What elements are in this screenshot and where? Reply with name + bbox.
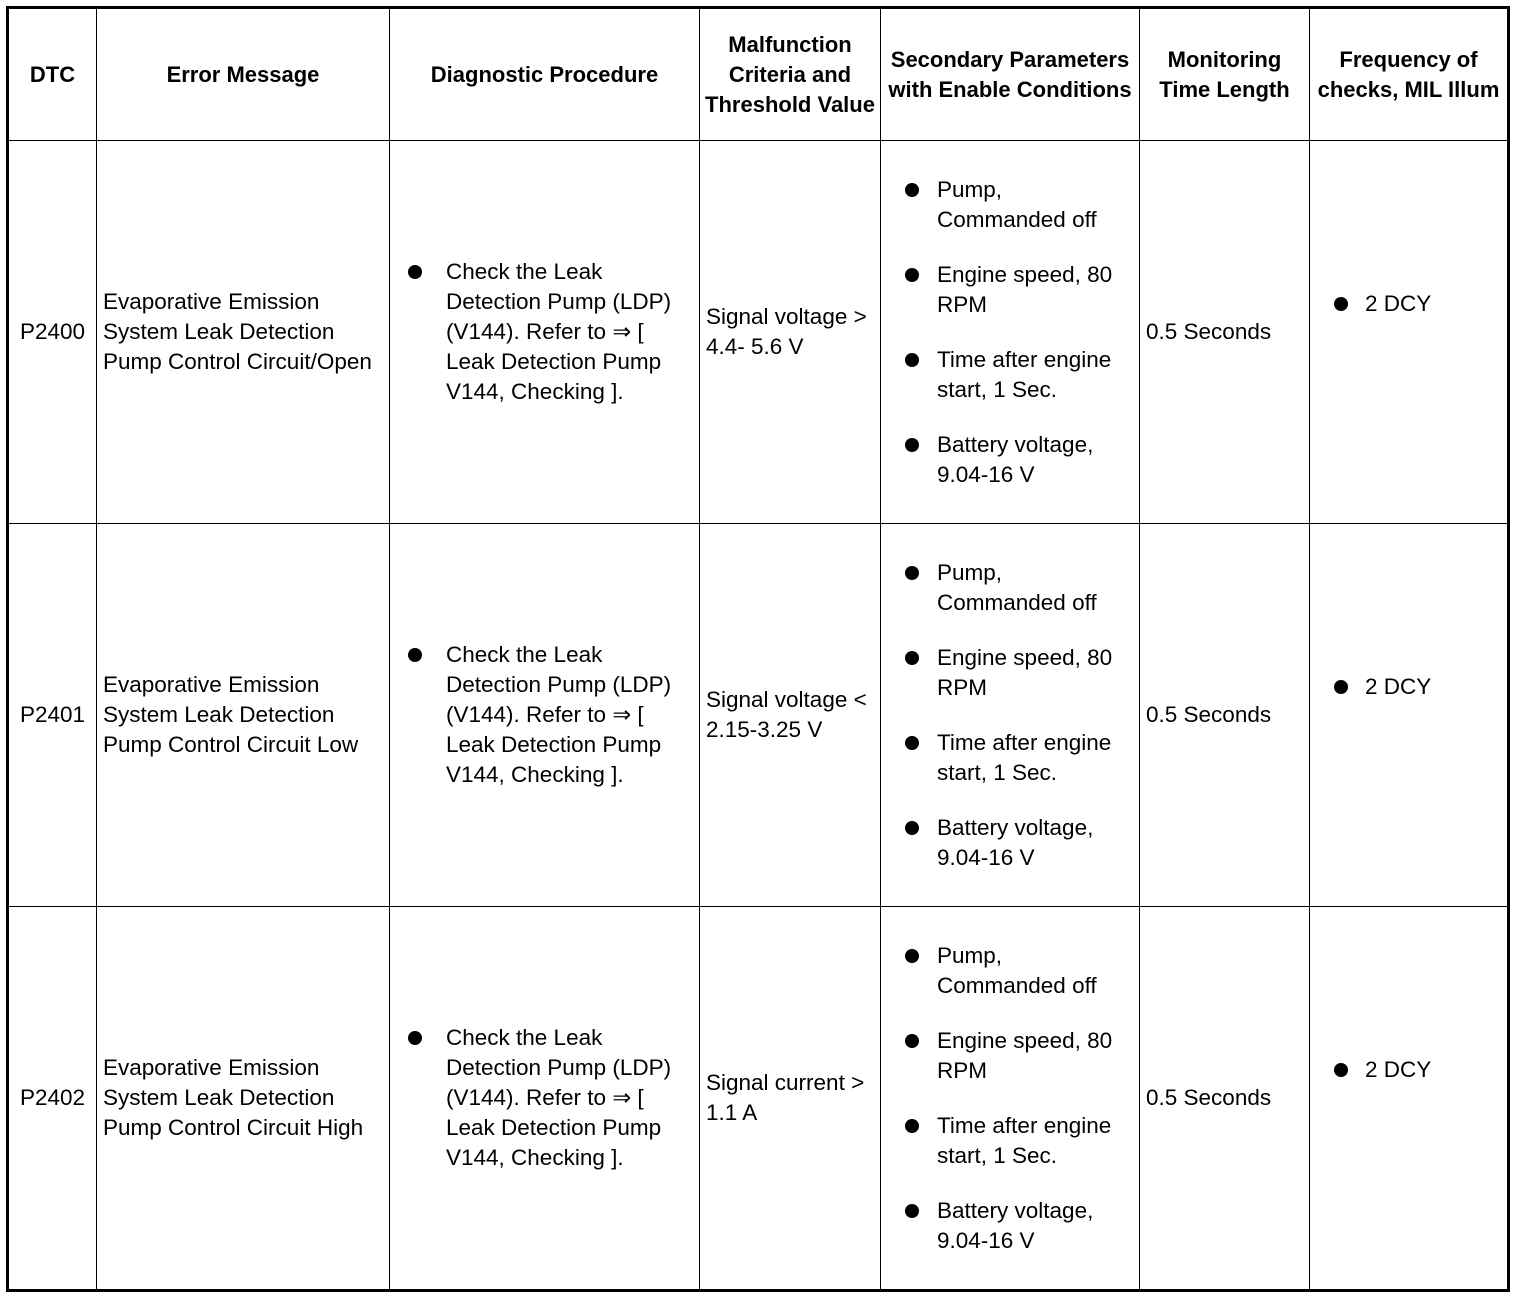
bullet-icon — [905, 1034, 919, 1048]
header-malfunction-criteria: Malfunction Criteria and Threshold Value — [700, 8, 881, 141]
header-secondary-parameters: Secondary Parameters with Enable Conditions — [881, 8, 1140, 141]
bullet-icon — [408, 1031, 422, 1045]
dtc-code: P2401 — [8, 524, 97, 907]
procedure-item: Check the Leak Detection Pump (LDP) (V144). Refer to ⇒ [ Leak Detection Pump V144, Checking ]. — [390, 257, 699, 407]
error-message: Evaporative Emission System Leak Detection Pump Control Circuit/Open — [97, 141, 390, 524]
secondary-item: Pump, Commanded off — [881, 941, 1139, 1001]
monitoring-time: 0.5 Seconds — [1140, 907, 1310, 1291]
bullet-icon — [408, 648, 422, 662]
secondary-parameters — [881, 141, 1140, 524]
secondary-item: Engine speed, 80 RPM — [881, 643, 1139, 703]
header-diagnostic-procedure: Diagnostic Procedure — [390, 8, 700, 141]
secondary-item: Battery voltage, 9.04-16 V — [881, 430, 1139, 490]
secondary-item: Engine speed, 80 RPM — [881, 1026, 1139, 1086]
bullet-icon — [905, 1119, 919, 1133]
bullet-icon — [408, 265, 422, 279]
monitoring-time: 0.5 Seconds — [1140, 141, 1310, 524]
frequency-mil — [1310, 907, 1509, 1291]
secondary-parameters — [881, 524, 1140, 907]
secondary-item: Pump, Commanded off — [881, 558, 1139, 618]
frequency-item: 2 DCY — [1310, 672, 1507, 702]
procedure-item: Check the Leak Detection Pump (LDP) (V144). Refer to ⇒ [ Leak Detection Pump V144, Checking ]. — [390, 640, 699, 790]
frequency-mil — [1310, 524, 1509, 907]
bullet-icon — [905, 183, 919, 197]
malfunction-criteria: Signal voltage > 4.4- 5.6 V — [700, 141, 881, 524]
diagnostic-procedure — [390, 524, 700, 907]
bullet-icon — [905, 736, 919, 750]
monitoring-time: 0.5 Seconds — [1140, 524, 1310, 907]
table-row — [8, 524, 1509, 907]
dtc-code: P2402 — [8, 907, 97, 1291]
bullet-icon — [1334, 1063, 1348, 1077]
secondary-item: Engine speed, 80 RPM — [881, 260, 1139, 320]
header-frequency: Frequency of checks, MIL Illum — [1310, 8, 1509, 141]
bullet-icon — [905, 353, 919, 367]
table-row — [8, 907, 1509, 1291]
bullet-icon — [1334, 680, 1348, 694]
header-dtc: DTC — [8, 8, 97, 141]
bullet-icon — [905, 566, 919, 580]
bullet-icon — [905, 821, 919, 835]
error-message: Evaporative Emission System Leak Detection Pump Control Circuit Low — [97, 524, 390, 907]
table-row — [8, 141, 1509, 524]
secondary-parameters — [881, 907, 1140, 1291]
header-error-message: Error Message — [97, 8, 390, 141]
secondary-item: Time after engine start, 1 Sec. — [881, 1111, 1139, 1171]
bullet-icon — [905, 268, 919, 282]
diagnostic-procedure — [390, 907, 700, 1291]
secondary-item: Time after engine start, 1 Sec. — [881, 728, 1139, 788]
secondary-item: Battery voltage, 9.04-16 V — [881, 1196, 1139, 1256]
header-row — [8, 8, 1509, 141]
bullet-icon — [905, 438, 919, 452]
header-monitoring-time: Monitoring Time Length — [1140, 8, 1310, 141]
dtc-code: P2400 — [8, 141, 97, 524]
secondary-item: Pump, Commanded off — [881, 175, 1139, 235]
bullet-icon — [905, 949, 919, 963]
malfunction-criteria: Signal voltage < 2.15-3.25 V — [700, 524, 881, 907]
bullet-icon — [905, 651, 919, 665]
frequency-item: 2 DCY — [1310, 1055, 1507, 1085]
malfunction-criteria: Signal current > 1.1 A — [700, 907, 881, 1291]
error-message: Evaporative Emission System Leak Detection Pump Control Circuit High — [97, 907, 390, 1291]
secondary-item: Battery voltage, 9.04-16 V — [881, 813, 1139, 873]
dtc-table — [6, 6, 1510, 1292]
procedure-item: Check the Leak Detection Pump (LDP) (V144). Refer to ⇒ [ Leak Detection Pump V144, Checking ]. — [390, 1023, 699, 1173]
diagnostic-procedure — [390, 141, 700, 524]
bullet-icon — [905, 1204, 919, 1218]
secondary-item: Time after engine start, 1 Sec. — [881, 345, 1139, 405]
bullet-icon — [1334, 297, 1348, 311]
frequency-mil — [1310, 141, 1509, 524]
frequency-item: 2 DCY — [1310, 289, 1507, 319]
